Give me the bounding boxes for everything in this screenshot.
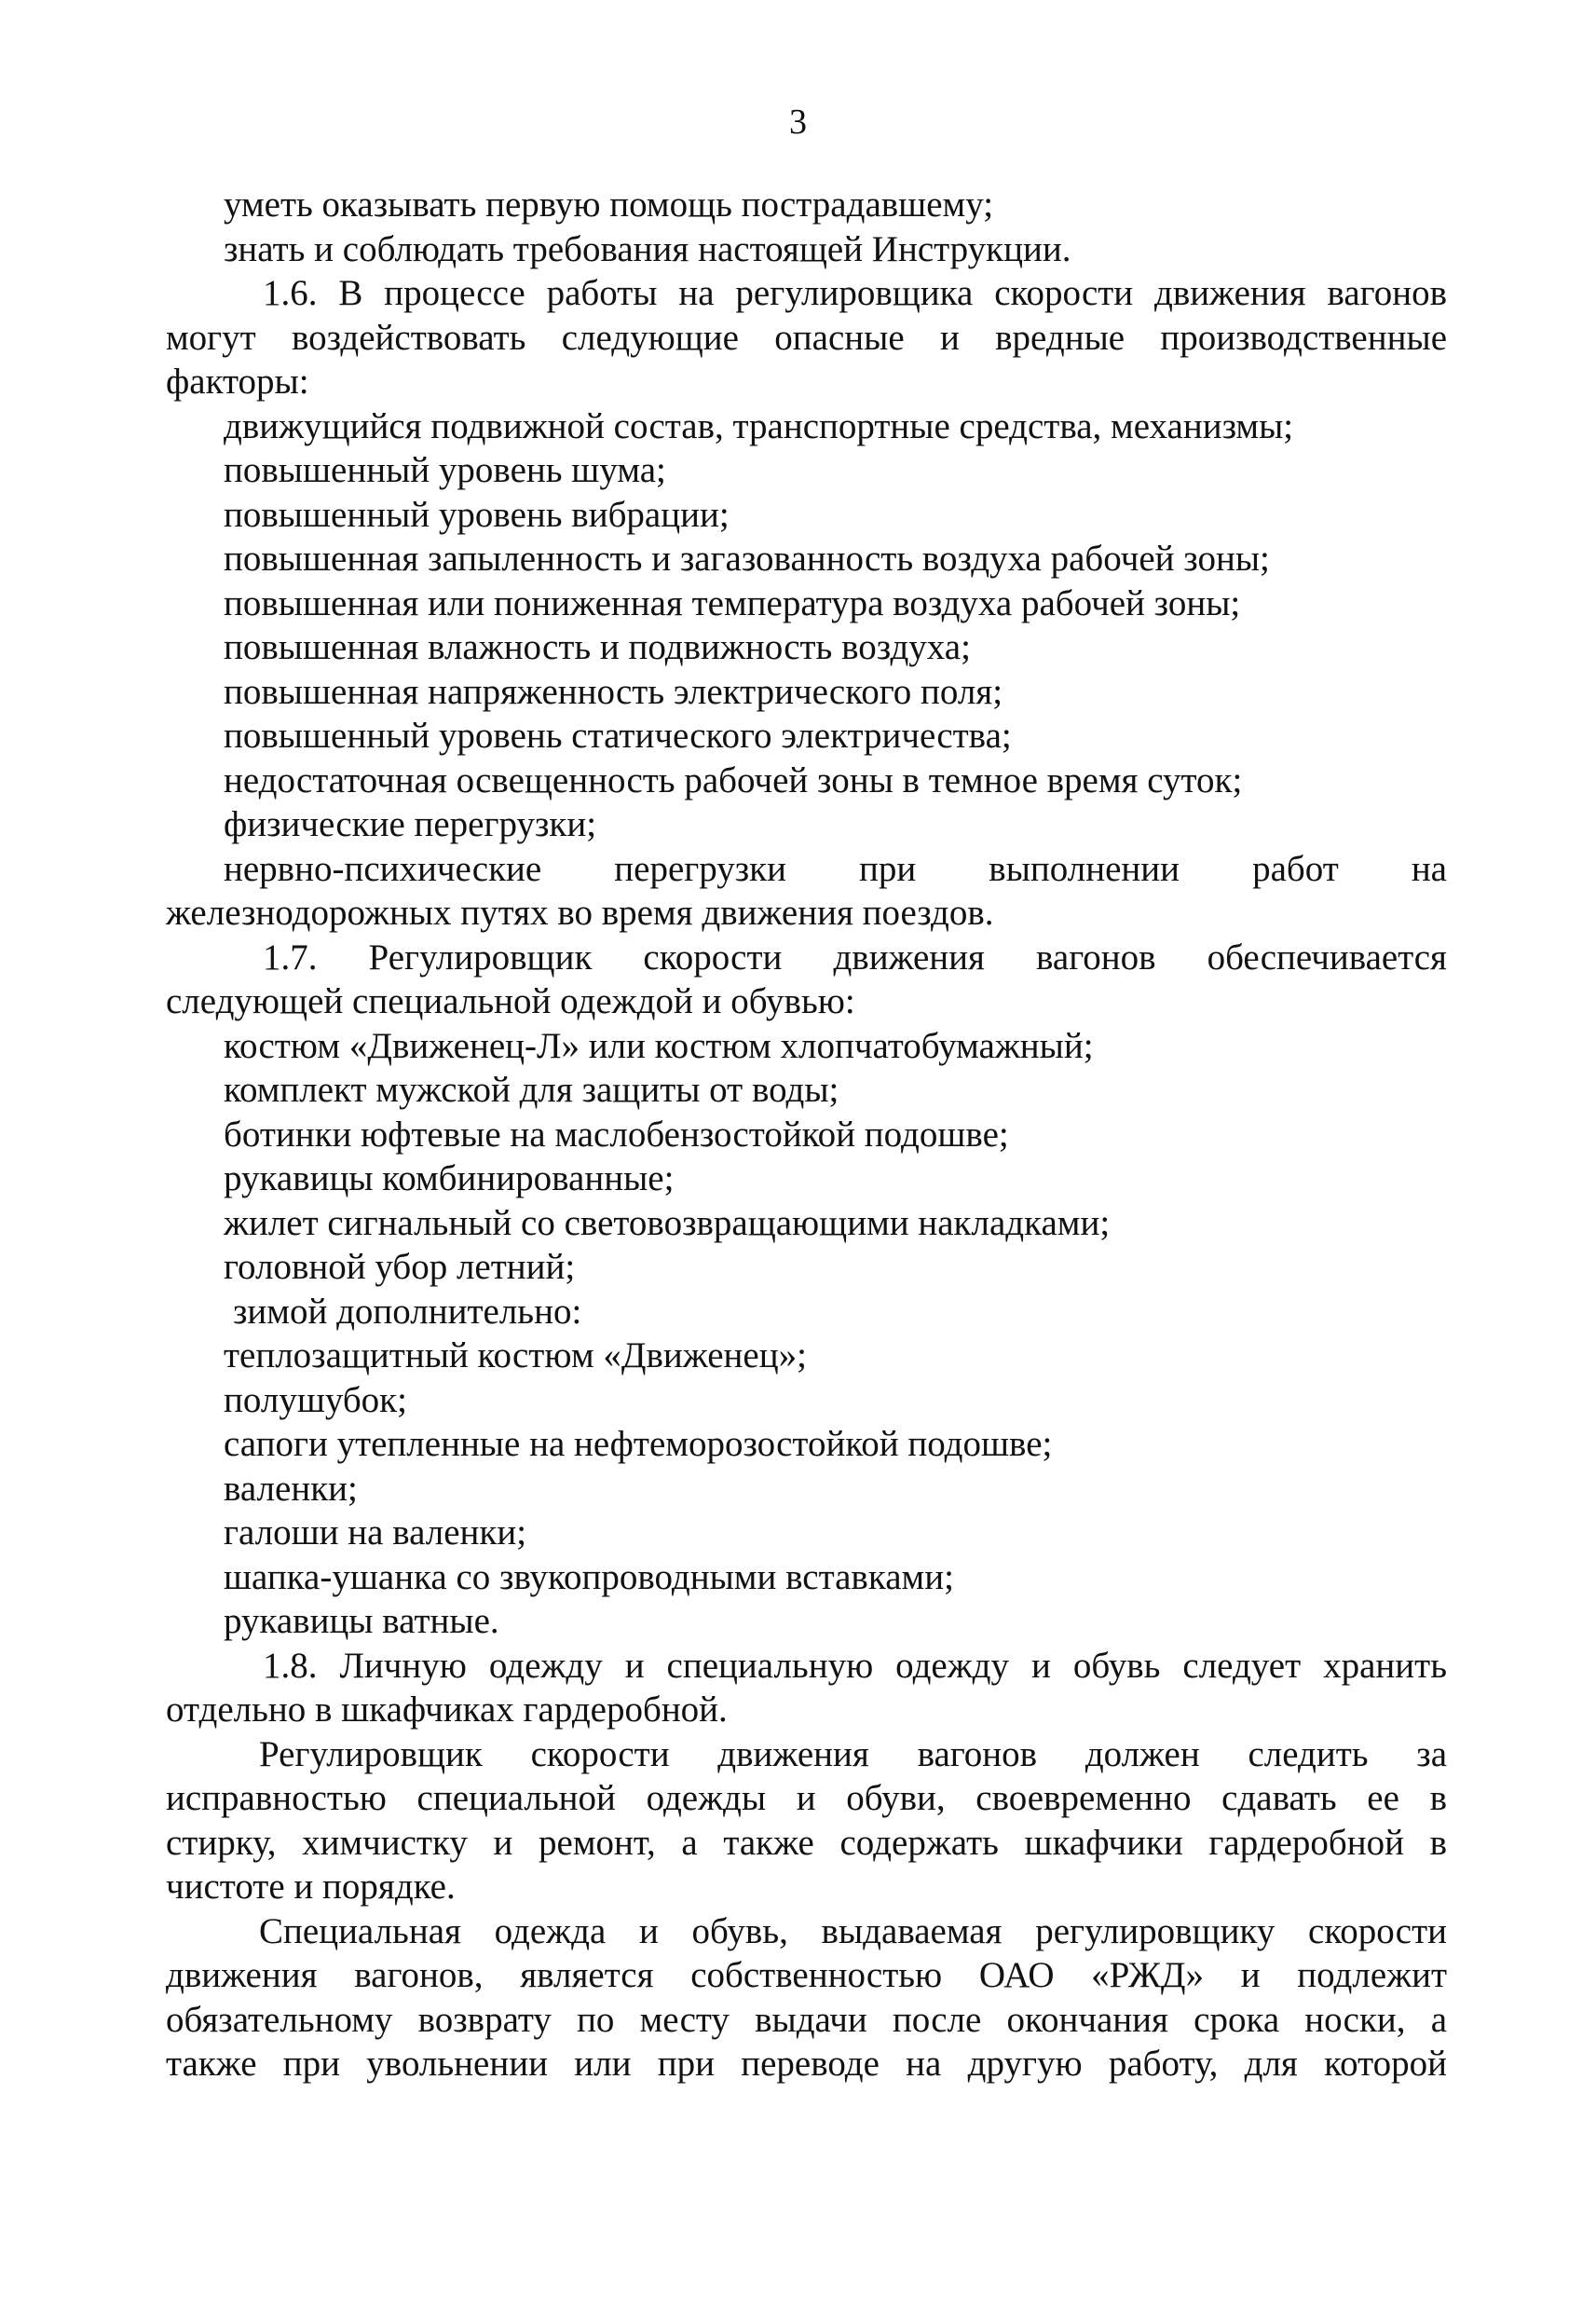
text-line: стирку, химчистку и ремонт, а также содержать шкафчики гардеробной в — [166, 1822, 1447, 1863]
text-line: головной убор летний; — [224, 1247, 576, 1287]
text-line: зимой дополнительно: — [233, 1291, 582, 1332]
text-line: полушубок; — [224, 1379, 407, 1420]
text-line: Регулировщик скорости движения вагонов должен следить за — [259, 1733, 1447, 1774]
text-line: повышенная или пониженная температура воздуха рабочей зоны; — [224, 582, 1241, 623]
text-line: 1.6. В процессе работы на регулировщика скорости движения вагонов — [263, 273, 1447, 313]
text-line: повышенный уровень вибрации; — [224, 494, 730, 535]
text-line: повышенный уровень шума; — [224, 450, 666, 490]
text-line: сапоги утепленные на нефтеморозостойкой подошве; — [224, 1424, 1053, 1464]
text-line: 1.8. Личную одежду и специальную одежду и обувь следует хранить — [263, 1645, 1447, 1686]
text-line: также при увольнении или при переводе на другую работу, для которой — [166, 2044, 1447, 2084]
text-line: исправностью специальной одежды и обуви, своевременно сдавать ее в — [166, 1778, 1447, 1818]
text-line: отдельно в шкафчиках гардеробной. — [166, 1690, 728, 1730]
text-line: нервно-психические перегрузки при выполнении работ на — [224, 848, 1447, 889]
text-line: железнодорожных путях во время движения поездов. — [166, 893, 994, 933]
text-line: комплект мужской для защиты от воды; — [224, 1070, 839, 1110]
text-line: жилет сигнальный со световозвращающими накладками; — [224, 1202, 1111, 1243]
text-line: могут воздействовать следующие опасные и вредные производственные — [166, 317, 1447, 358]
text-line: Специальная одежда и обувь, выдаваемая регулировщику скорости — [259, 1910, 1447, 1951]
text-line: чистоте и порядке. — [166, 1867, 456, 1907]
text-line: уметь оказывать первую помощь пострадавшему; — [224, 185, 994, 225]
text-line: костюм «Движенец-Л» или костюм хлопчатобумажный; — [224, 1025, 1094, 1066]
text-line: физические перегрузки; — [224, 804, 597, 844]
text-line: галоши на валенки; — [224, 1512, 527, 1553]
text-line: 1.7. Регулировщик скорости движения вагонов обеспечивается — [263, 937, 1447, 978]
document-body — [166, 183, 1447, 2086]
text-line: движущийся подвижной состав, транспортные средства, механизмы; — [224, 405, 1294, 446]
text-line: недостаточная освещенность рабочей зоны в темное время суток; — [224, 759, 1243, 800]
text-line: обязательному возврату по месту выдачи после окончания срока носки, а — [166, 1999, 1447, 2040]
text-line: повышенный уровень статического электричества; — [224, 716, 1012, 756]
text-line: ботинки юфтевые на маслобензостойкой подошве; — [224, 1114, 1009, 1155]
text-line: повышенная влажность и подвижность воздуха; — [224, 627, 971, 667]
text-line: теплозащитный костюм «Движенец»; — [224, 1335, 807, 1375]
text-line: движения вагонов, является собственностью ОАО «РЖД» и подлежит — [166, 1955, 1447, 1995]
text-line: повышенная напряженность электрического поля; — [224, 671, 1003, 712]
text-line: повышенная запыленность и загазованность воздуха рабочей зоны; — [224, 539, 1270, 579]
text-line: знать и соблюдать требования настоящей Инструкции. — [224, 228, 1071, 269]
text-line: факторы: — [166, 362, 309, 402]
text-line: рукавицы ватные. — [224, 1601, 499, 1641]
page-number: 3 — [789, 103, 807, 142]
text-line: валенки; — [224, 1468, 358, 1509]
text-line: рукавицы комбинированные; — [224, 1158, 675, 1198]
text-line: следующей специальной одеждой и обувью: — [166, 981, 855, 1021]
text-line: шапка-ушанка со звукопроводными вставками; — [224, 1556, 954, 1597]
